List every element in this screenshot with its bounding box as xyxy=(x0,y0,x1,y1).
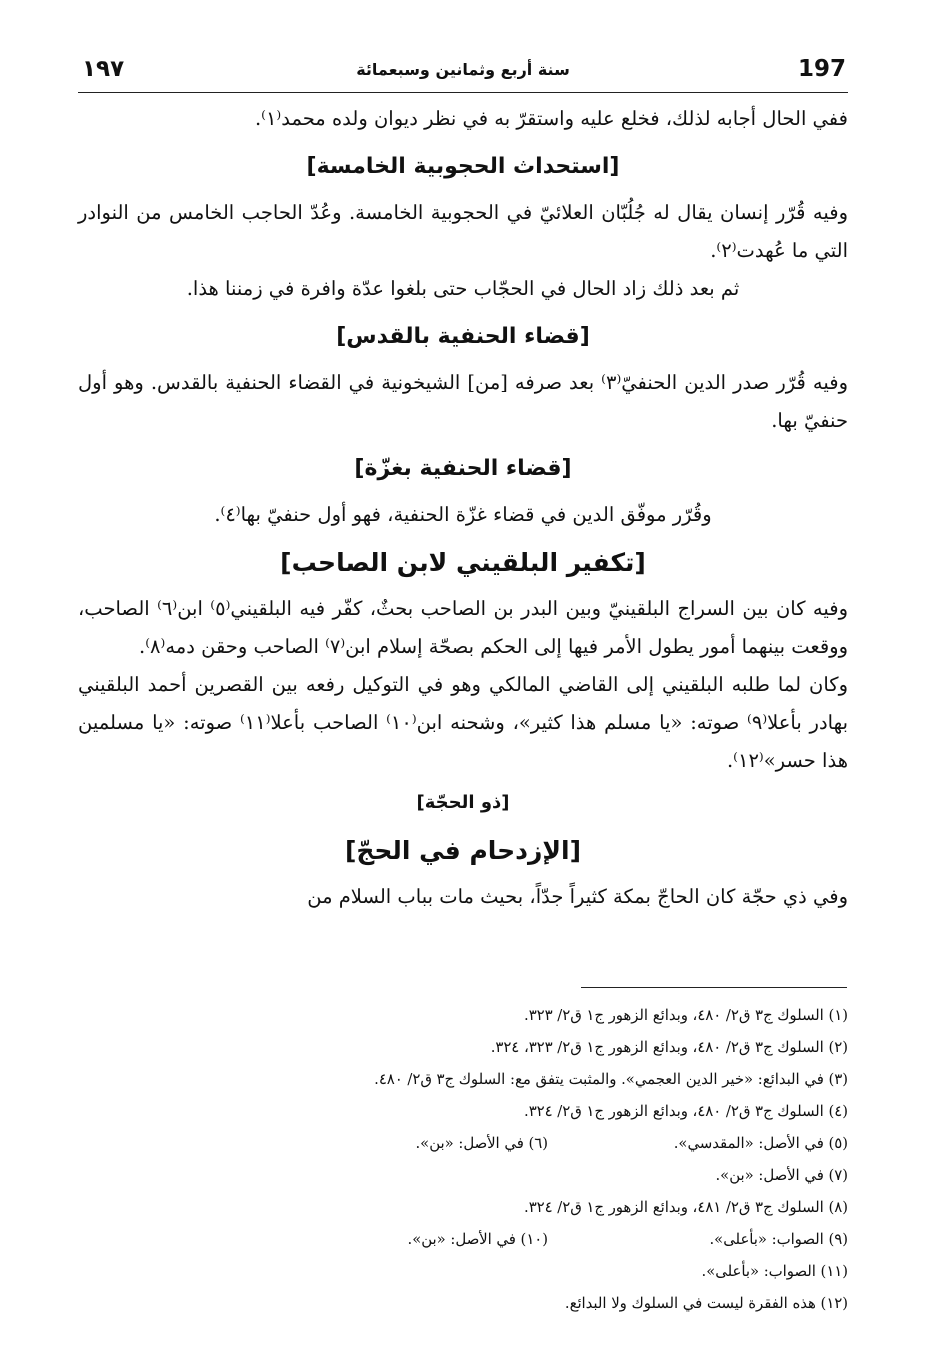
footnote: (٣) في البدائع: «خير الدين العجمي». والمثبت يتفق مع: السلوك ج٣ ق٢/ ٤٨٠. xyxy=(374,1071,848,1088)
section-heading: [قضاء الحنفية بغزّة] xyxy=(354,456,572,481)
paragraph: وفيه قُرّر صدر الدين الحنفيّ⁽٣⁾ بعد صرفه [من] الشيخونية في القضاء الحنفية بالقدس. وهو أول حنفيّ بها. xyxy=(78,371,848,432)
page-number: 197 xyxy=(797,56,846,82)
footnote: (٧) في الأصل: «بن». xyxy=(715,1167,848,1184)
running-header xyxy=(78,52,848,93)
page-number-arabic: ١٩٧ xyxy=(82,56,125,82)
footnote-pair xyxy=(78,1128,848,1160)
section-heading: [قضاء الحنفية بالقدس] xyxy=(336,324,590,349)
footnote: (١٢) هذه الفقرة ليست في السلوك ولا البدائع. xyxy=(564,1295,848,1312)
footnote: (٨) السلوك ج٣ ق٢/ ٤٨١، وبدائع الزهور ج١ ق٢/ ٣٢٤. xyxy=(524,1199,848,1216)
footnote: (١٠) في الأصل: «بن». xyxy=(407,1231,548,1248)
paragraph: وقُرّر موفّق الدين في قضاء غزّة الحنفية، فهو أول حنفيّ بها⁽٤⁾. xyxy=(214,503,712,526)
paragraph: ثم بعد ذلك زاد الحال في الحجّاب حتى بلغوا عدّة وافرة في زمننا هذا. xyxy=(186,277,740,300)
paragraph: ففي الحال أجابه لذلك، فخلع عليه واستقرّ به في نظر ديوان ولده محمد⁽١⁾. xyxy=(254,107,848,130)
running-title: سنة أربع وثمانين وسبعمائة xyxy=(356,60,570,79)
footnote: (٩) الصواب: «بأعلى». xyxy=(709,1231,848,1248)
footnote: (١١) الصواب: «بأعلى». xyxy=(701,1263,848,1280)
footnote: (٥) في الأصل: «المقدسي». xyxy=(673,1135,848,1152)
footnotes xyxy=(78,1000,848,1320)
section-heading: [الإزدحام في الحجّ] xyxy=(344,836,582,865)
footnote: (١) السلوك ج٣ ق٢/ ٤٨٠، وبدائع الزهور ج١ ق٢/ ٣٢٣. xyxy=(524,1007,848,1024)
footnote: (٢) السلوك ج٣ ق٢/ ٤٨٠، وبدائع الزهور ج١ ق٢/ ٣٢٣، ٣٢٤. xyxy=(490,1039,848,1056)
section-heading: [استحداث الحجوبية الخامسة] xyxy=(306,154,620,179)
footnote: (٤) السلوك ج٣ ق٢/ ٤٨٠، وبدائع الزهور ج١ ق٢/ ٣٢٤. xyxy=(524,1103,848,1120)
section-heading: [تكفير البلقيني لابن الصاحب] xyxy=(280,548,646,577)
paragraph: وكان لما طلبه البلقيني إلى القاضي المالكي وهو في التوكيل رفعه بين القصرين أحمد البلقيني بهادر بأعلا⁽٩⁾ صوته: «يا مسلم هذا كثير»، وشحنه ابن⁽١٠⁾ الصاحب بأعلا⁽١١⁾ صوته: «يا مسلمين هذا حسر»⁽١٢⁾. xyxy=(78,673,849,772)
paragraph: وفيه كان بين السراج البلقينيّ وبين البدر بن الصاحب بحثٌ، كفّر فيه البلقيني⁽٥⁾ ابن⁽٦⁾ الصاحب، ووقعت بينهما أمور يطول الأمر فيها إلى الحكم بصحّة إسلام ابن⁽٧⁾ الصاحب وحقن دمه⁽٨⁾. xyxy=(78,597,848,658)
footnote-pair xyxy=(78,1224,848,1256)
month-heading: [ذو الحجّة] xyxy=(416,792,510,813)
footnote: (٦) في الأصل: «بن». xyxy=(415,1135,548,1152)
footnote-separator xyxy=(581,987,847,988)
paragraph: وفي ذي حجّة كان الحاجّ بمكة كثيراً جدّاً، بحيث مات بباب السلام من xyxy=(307,885,848,908)
paragraph: وفيه قُرّر إنسان يقال له جُلُبّان العلائيّ في الحجوبية الخامسة. وعُدّ الحاجب الخامس من النوادر التي ما عُهدت⁽٢⁾. xyxy=(78,201,848,262)
main-text xyxy=(78,100,848,916)
